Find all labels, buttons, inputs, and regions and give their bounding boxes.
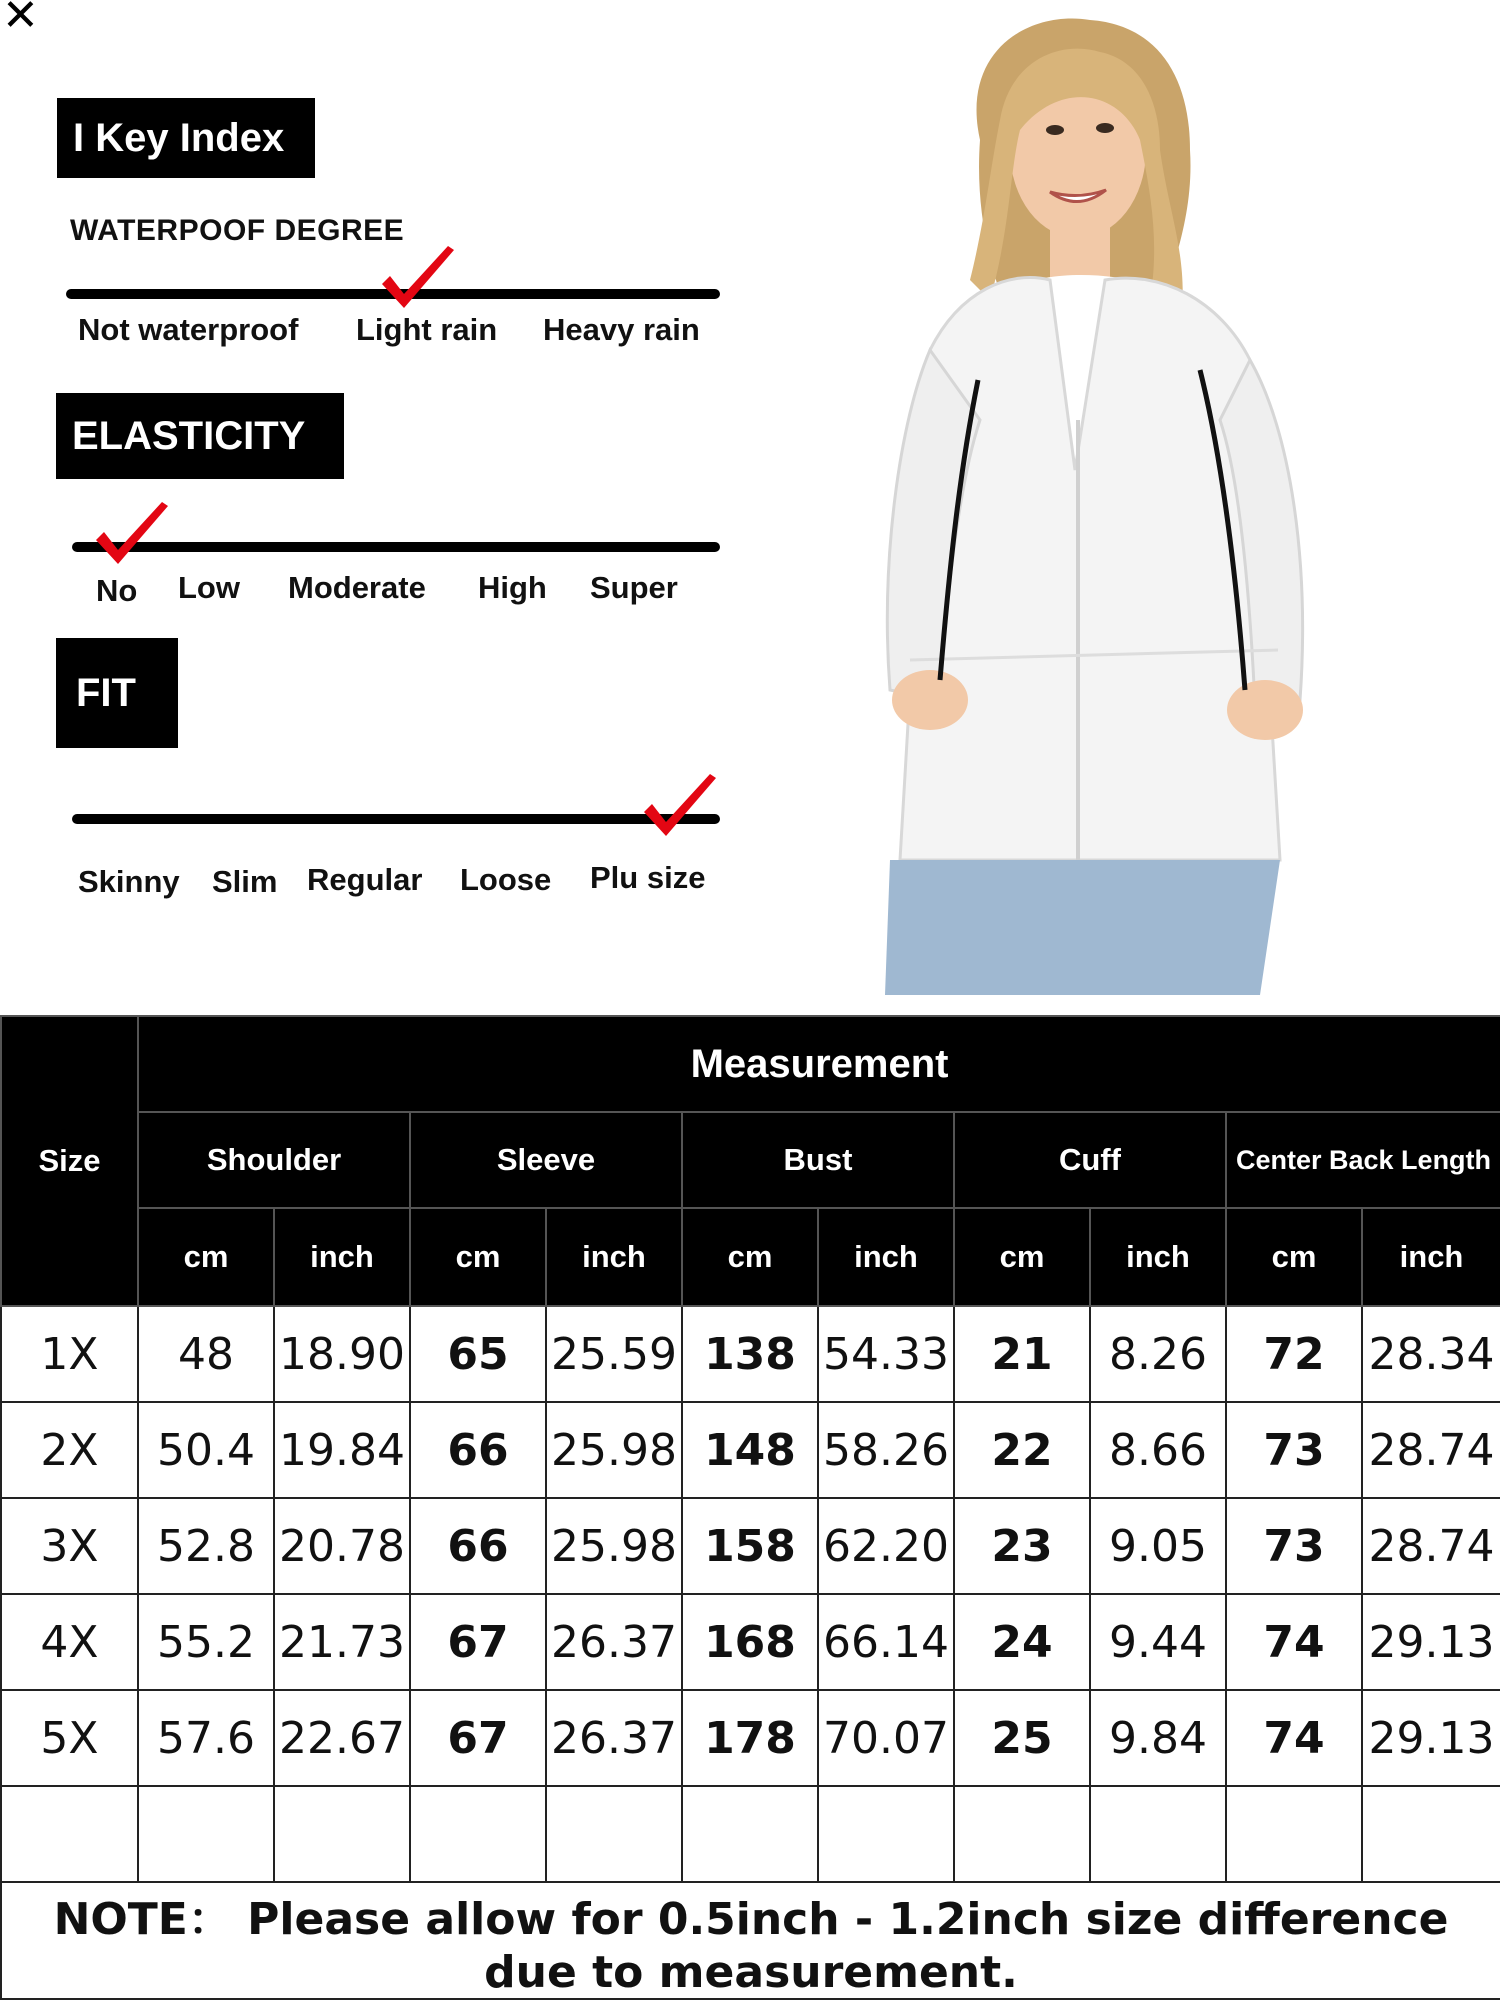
measurement-cell: 138 — [682, 1306, 818, 1402]
measurement-cell: 168 — [682, 1594, 818, 1690]
key-index-title — [57, 98, 315, 178]
empty-cell — [682, 1786, 818, 1882]
measurement-cell: 178 — [682, 1690, 818, 1786]
measurement-cell: 25.98 — [546, 1498, 682, 1594]
measurement-cell: 67 — [410, 1594, 546, 1690]
measurement-cell: 65 — [410, 1306, 546, 1402]
group-header-center-back-length: Center Back Length — [1226, 1112, 1500, 1208]
fit-level-1: Slim — [212, 864, 278, 899]
empty-cell — [410, 1786, 546, 1882]
measurement-cell: 19.84 — [274, 1402, 410, 1498]
measurement-cell: 21.73 — [274, 1594, 410, 1690]
size-cell: 4X — [1, 1594, 138, 1690]
measurement-cell: 62.20 — [818, 1498, 954, 1594]
table-row — [1, 1306, 1500, 1402]
measurement-cell: 66.14 — [818, 1594, 954, 1690]
unit-header: cm — [138, 1208, 274, 1306]
measurement-cell: 8.26 — [1090, 1306, 1226, 1402]
measurement-header: Measurement — [138, 1016, 1500, 1112]
measurement-cell: 67 — [410, 1690, 546, 1786]
waterproof-level-0: Not waterproof — [78, 312, 299, 347]
measurement-cell: 20.78 — [274, 1498, 410, 1594]
empty-cell — [954, 1786, 1090, 1882]
group-header-sleeve: Sleeve — [410, 1112, 682, 1208]
measurement-cell: 57.6 — [138, 1690, 274, 1786]
unit-header: cm — [682, 1208, 818, 1306]
check-mark-icon — [92, 500, 172, 580]
measurement-cell: 29.13 — [1362, 1594, 1500, 1690]
measurement-cell: 48 — [138, 1306, 274, 1402]
measurement-cell: 73 — [1226, 1498, 1362, 1594]
empty-row — [1, 1786, 1500, 1882]
measurement-cell: 28.74 — [1362, 1402, 1500, 1498]
model-photo — [860, 0, 1400, 995]
table-body — [1, 1306, 1500, 1999]
measurement-cell: 73 — [1226, 1402, 1362, 1498]
measurement-cell: 29.13 — [1362, 1690, 1500, 1786]
measurement-cell: 22.67 — [274, 1690, 410, 1786]
empty-cell — [546, 1786, 682, 1882]
check-mark-icon — [378, 244, 458, 324]
fit-heading-text: FIT — [76, 670, 136, 715]
measurement-cell: 54.33 — [818, 1306, 954, 1402]
measurement-cell: 70.07 — [818, 1690, 954, 1786]
measurement-cell: 74 — [1226, 1594, 1362, 1690]
measurement-cell: 9.05 — [1090, 1498, 1226, 1594]
key-index-title-text: I Key Index — [73, 115, 285, 160]
size-cell: 1X — [1, 1306, 138, 1402]
table-row — [1, 1594, 1500, 1690]
elasticity-heading-text: ELASTICITY — [72, 413, 306, 458]
unit-header: inch — [1362, 1208, 1500, 1306]
elasticity-heading — [56, 393, 344, 479]
measurement-cell: 23 — [954, 1498, 1090, 1594]
fit-level-0: Skinny — [78, 864, 180, 899]
elasticity-level-4: Super — [590, 570, 678, 605]
waterproof-level-2: Heavy rain — [543, 312, 700, 347]
unit-header: inch — [546, 1208, 682, 1306]
measurement-cell: 25.59 — [546, 1306, 682, 1402]
size-chart — [0, 1015, 1500, 2000]
unit-header: inch — [274, 1208, 410, 1306]
elasticity-level-2: Moderate — [288, 570, 426, 605]
measurement-cell: 9.44 — [1090, 1594, 1226, 1690]
elasticity-level-1: Low — [178, 570, 240, 605]
unit-header: inch — [1090, 1208, 1226, 1306]
measurement-cell: 28.74 — [1362, 1498, 1500, 1594]
measurement-cell: 21 — [954, 1306, 1090, 1402]
empty-cell — [818, 1786, 954, 1882]
measurement-cell: 66 — [410, 1402, 546, 1498]
waterproof-heading: WATERPOOF DEGREE — [70, 214, 405, 247]
size-cell: 5X — [1, 1690, 138, 1786]
measurement-cell: 25 — [954, 1690, 1090, 1786]
group-header-shoulder: Shoulder — [138, 1112, 410, 1208]
measurement-cell: 50.4 — [138, 1402, 274, 1498]
group-header-cuff: Cuff — [954, 1112, 1226, 1208]
fit-level-4: Plu size — [590, 860, 706, 895]
measurement-cell: 26.37 — [546, 1690, 682, 1786]
empty-cell — [1090, 1786, 1226, 1882]
empty-cell — [138, 1786, 274, 1882]
measurement-cell: 8.66 — [1090, 1402, 1226, 1498]
fit-heading — [56, 638, 178, 748]
fit-level-2: Regular — [307, 862, 423, 897]
measurement-cell: 74 — [1226, 1690, 1362, 1786]
fit-level-3: Loose — [460, 862, 552, 897]
measurement-cell: 52.8 — [138, 1498, 274, 1594]
empty-cell — [1362, 1786, 1500, 1882]
measurement-cell: 26.37 — [546, 1594, 682, 1690]
measurement-cell: 66 — [410, 1498, 546, 1594]
check-mark-icon — [640, 772, 720, 852]
empty-cell — [274, 1786, 410, 1882]
measurement-note: NOTE： Please allow for 0.5inch - 1.2inch size difference due to measurement. — [1, 1882, 1500, 1999]
size-cell: 2X — [1, 1402, 138, 1498]
measurement-cell: 158 — [682, 1498, 818, 1594]
unit-header: cm — [1226, 1208, 1362, 1306]
unit-header: cm — [954, 1208, 1090, 1306]
fit-scale-bar — [72, 814, 720, 824]
measurement-cell: 24 — [954, 1594, 1090, 1690]
close-icon[interactable]: ✕ — [2, 0, 39, 41]
measurement-cell: 18.90 — [274, 1306, 410, 1402]
table-row — [1, 1402, 1500, 1498]
note-row — [1, 1882, 1500, 1999]
measurement-cell: 58.26 — [818, 1402, 954, 1498]
measurement-cell: 72 — [1226, 1306, 1362, 1402]
measurement-cell: 148 — [682, 1402, 818, 1498]
empty-cell — [1, 1786, 138, 1882]
size-table — [0, 1015, 1500, 2000]
waterproof-level-1: Light rain — [356, 312, 498, 347]
measurement-cell: 22 — [954, 1402, 1090, 1498]
size-header: Size — [1, 1016, 138, 1306]
table-row — [1, 1690, 1500, 1786]
table-row — [1, 1498, 1500, 1594]
measurement-cell: 28.34 — [1362, 1306, 1500, 1402]
unit-header: inch — [818, 1208, 954, 1306]
unit-header: cm — [410, 1208, 546, 1306]
size-cell: 3X — [1, 1498, 138, 1594]
elasticity-level-3: High — [478, 570, 547, 605]
empty-cell — [1226, 1786, 1362, 1882]
group-header-bust: Bust — [682, 1112, 954, 1208]
elasticity-level-0: No — [96, 573, 138, 608]
measurement-cell: 25.98 — [546, 1402, 682, 1498]
measurement-cell: 9.84 — [1090, 1690, 1226, 1786]
measurement-cell: 55.2 — [138, 1594, 274, 1690]
